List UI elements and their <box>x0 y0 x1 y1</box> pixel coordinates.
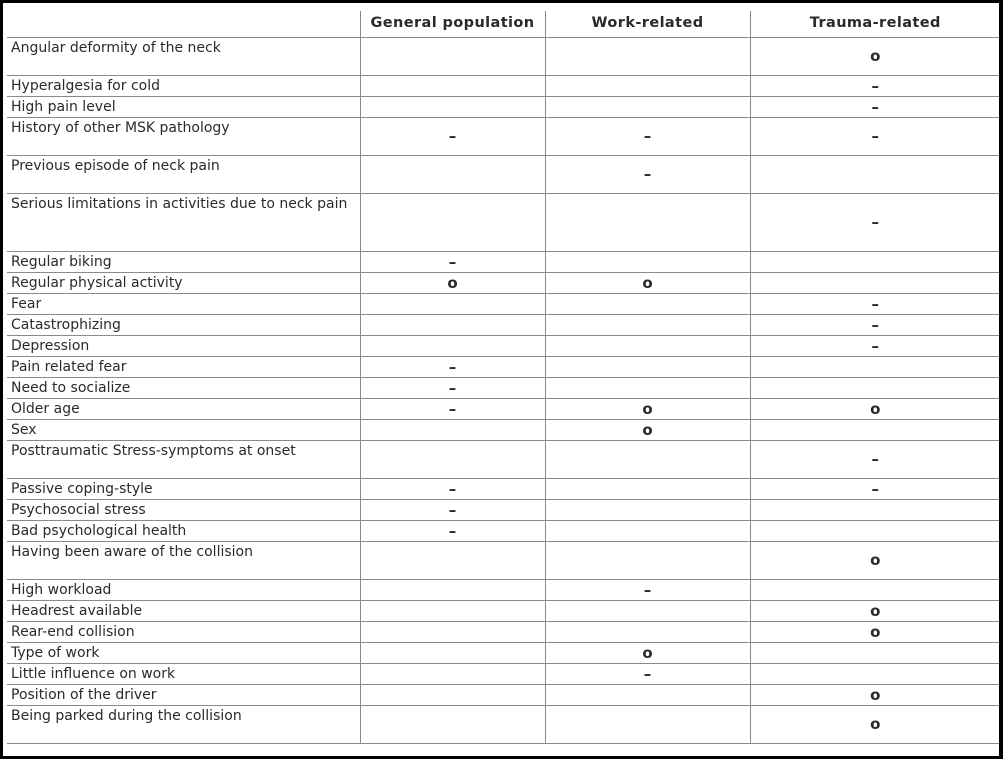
trauma-related-mark: – <box>750 96 999 117</box>
risk-factor-table <box>7 11 999 744</box>
work-related-mark <box>545 440 750 478</box>
work-related-mark <box>545 478 750 499</box>
work-related-mark: o <box>545 398 750 419</box>
table-row <box>7 621 999 642</box>
risk-factor-label: Angular deformity of the neck <box>7 37 360 75</box>
work-related-mark <box>545 377 750 398</box>
table-row <box>7 272 999 293</box>
work-related-mark <box>545 621 750 642</box>
general-population-mark <box>360 705 545 743</box>
risk-factor-label: Psychosocial stress <box>7 499 360 520</box>
risk-factor-label: Regular physical activity <box>7 272 360 293</box>
table-row <box>7 75 999 96</box>
work-related-mark: – <box>545 155 750 193</box>
table-row <box>7 684 999 705</box>
table-row <box>7 600 999 621</box>
risk-factor-label: Catastrophizing <box>7 314 360 335</box>
table-row <box>7 520 999 541</box>
general-population-mark <box>360 663 545 684</box>
risk-factor-label: Passive coping-style <box>7 478 360 499</box>
header-work-related: Work-related <box>545 11 750 37</box>
work-related-mark <box>545 600 750 621</box>
trauma-related-mark <box>750 520 999 541</box>
document-page <box>3 3 999 756</box>
risk-factor-label: History of other MSK pathology <box>7 117 360 155</box>
risk-factor-label: Being parked during the collision <box>7 705 360 743</box>
work-related-mark <box>545 499 750 520</box>
table-row <box>7 419 999 440</box>
work-related-mark <box>545 314 750 335</box>
risk-factor-label: Regular biking <box>7 251 360 272</box>
work-related-mark <box>545 684 750 705</box>
trauma-related-mark: – <box>750 75 999 96</box>
work-related-mark: – <box>545 117 750 155</box>
general-population-mark <box>360 684 545 705</box>
table-row <box>7 663 999 684</box>
trauma-related-mark: – <box>750 478 999 499</box>
table-row <box>7 37 999 75</box>
risk-factor-label: Little influence on work <box>7 663 360 684</box>
work-related-mark: – <box>545 663 750 684</box>
trauma-related-mark: – <box>750 117 999 155</box>
trauma-related-mark: o <box>750 621 999 642</box>
header-factor <box>7 11 360 37</box>
general-population-mark: – <box>360 520 545 541</box>
work-related-mark: o <box>545 642 750 663</box>
table-row <box>7 117 999 155</box>
work-related-mark <box>545 356 750 377</box>
trauma-related-mark <box>750 155 999 193</box>
trauma-related-mark: – <box>750 293 999 314</box>
general-population-mark <box>360 193 545 251</box>
work-related-mark <box>545 520 750 541</box>
table-header-row <box>7 11 999 37</box>
trauma-related-mark <box>750 663 999 684</box>
general-population-mark <box>360 293 545 314</box>
risk-factor-label: Hyperalgesia for cold <box>7 75 360 96</box>
work-related-mark <box>545 705 750 743</box>
general-population-mark: – <box>360 398 545 419</box>
general-population-mark <box>360 314 545 335</box>
trauma-related-mark <box>750 579 999 600</box>
table-row <box>7 499 999 520</box>
table-row <box>7 251 999 272</box>
general-population-mark <box>360 621 545 642</box>
table-row <box>7 398 999 419</box>
general-population-mark <box>360 579 545 600</box>
risk-factor-label: Posttraumatic Stress-symptoms at onset <box>7 440 360 478</box>
general-population-mark <box>360 440 545 478</box>
general-population-mark: – <box>360 356 545 377</box>
trauma-related-mark: – <box>750 314 999 335</box>
general-population-mark <box>360 75 545 96</box>
table-row <box>7 377 999 398</box>
header-trauma-related: Trauma-related <box>750 11 999 37</box>
risk-factor-label: Sex <box>7 419 360 440</box>
trauma-related-mark <box>750 642 999 663</box>
general-population-mark <box>360 96 545 117</box>
table-row <box>7 155 999 193</box>
general-population-mark <box>360 155 545 193</box>
table-row <box>7 478 999 499</box>
general-population-mark: – <box>360 478 545 499</box>
risk-factor-label: Fear <box>7 293 360 314</box>
risk-factor-label: High workload <box>7 579 360 600</box>
risk-factor-label: Bad psychological health <box>7 520 360 541</box>
general-population-mark <box>360 600 545 621</box>
general-population-mark <box>360 642 545 663</box>
general-population-mark <box>360 335 545 356</box>
work-related-mark <box>545 193 750 251</box>
general-population-mark: – <box>360 377 545 398</box>
table-row <box>7 705 999 743</box>
trauma-related-mark <box>750 272 999 293</box>
trauma-related-mark: o <box>750 541 999 579</box>
trauma-related-mark: o <box>750 600 999 621</box>
general-population-mark <box>360 37 545 75</box>
risk-factor-label: Having been aware of the collision <box>7 541 360 579</box>
header-general-population: General population <box>360 11 545 37</box>
risk-factor-label: Depression <box>7 335 360 356</box>
risk-factor-label: Position of the driver <box>7 684 360 705</box>
trauma-related-mark <box>750 419 999 440</box>
work-related-mark <box>545 96 750 117</box>
table-row <box>7 335 999 356</box>
work-related-mark <box>545 541 750 579</box>
work-related-mark <box>545 251 750 272</box>
general-population-mark: – <box>360 499 545 520</box>
risk-factor-label: Need to socialize <box>7 377 360 398</box>
risk-factor-label: Serious limitations in activities due to neck pain <box>7 193 360 251</box>
table-row <box>7 642 999 663</box>
trauma-related-mark <box>750 377 999 398</box>
work-related-mark: – <box>545 579 750 600</box>
trauma-related-mark: – <box>750 193 999 251</box>
table-row <box>7 541 999 579</box>
table-row <box>7 356 999 377</box>
trauma-related-mark: o <box>750 37 999 75</box>
general-population-mark: – <box>360 251 545 272</box>
work-related-mark: o <box>545 419 750 440</box>
work-related-mark: o <box>545 272 750 293</box>
work-related-mark <box>545 37 750 75</box>
work-related-mark <box>545 293 750 314</box>
trauma-related-mark: – <box>750 440 999 478</box>
risk-factor-label: Rear-end collision <box>7 621 360 642</box>
table-row <box>7 293 999 314</box>
trauma-related-mark: – <box>750 335 999 356</box>
risk-factor-label: Older age <box>7 398 360 419</box>
risk-factor-label: Type of work <box>7 642 360 663</box>
risk-factor-label: High pain level <box>7 96 360 117</box>
general-population-mark <box>360 541 545 579</box>
trauma-related-mark <box>750 356 999 377</box>
general-population-mark: – <box>360 117 545 155</box>
general-population-mark <box>360 419 545 440</box>
table-row <box>7 96 999 117</box>
trauma-related-mark <box>750 499 999 520</box>
table-row <box>7 579 999 600</box>
risk-factor-label: Headrest available <box>7 600 360 621</box>
work-related-mark <box>545 75 750 96</box>
work-related-mark <box>545 335 750 356</box>
risk-factor-label: Previous episode of neck pain <box>7 155 360 193</box>
trauma-related-mark: o <box>750 705 999 743</box>
trauma-related-mark: o <box>750 398 999 419</box>
risk-factor-label: Pain related fear <box>7 356 360 377</box>
general-population-mark: o <box>360 272 545 293</box>
trauma-related-mark <box>750 251 999 272</box>
table-row <box>7 440 999 478</box>
table-row <box>7 193 999 251</box>
table-row <box>7 314 999 335</box>
trauma-related-mark: o <box>750 684 999 705</box>
